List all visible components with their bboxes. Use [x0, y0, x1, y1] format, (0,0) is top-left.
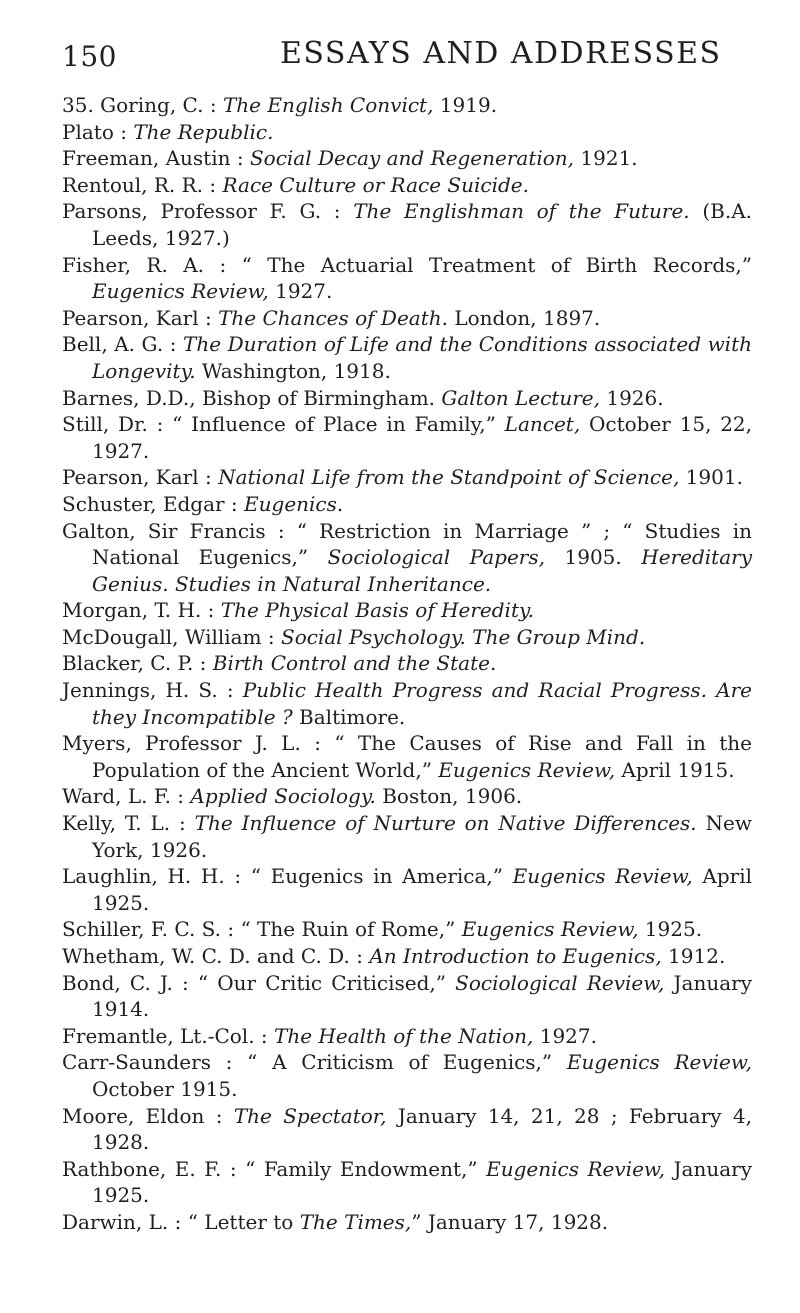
entry-text: 1905. — [544, 545, 642, 570]
bibliography-entry — [62, 198, 752, 251]
entry-text: Darwin, L. : “ Letter to — [62, 1209, 300, 1234]
entry-title-text: National Life from the Standpoint of Science, — [218, 465, 680, 490]
entry-title-text: The Duration of Life and the Conditions associated with Longevity. — [92, 332, 752, 383]
entry-title-text: Eugenics Review, — [438, 757, 616, 782]
entry-text: October 15, 22, 1927. — [92, 412, 753, 463]
bibliography-entry — [62, 172, 752, 199]
bibliography-entry — [62, 518, 752, 598]
bibliography-entry — [62, 119, 752, 146]
entry-text: New York, 1926. — [92, 811, 752, 862]
entry-text: London, 1897. — [448, 305, 601, 330]
entry-title-text: Eugenics. — [244, 491, 344, 516]
entry-title-text: Eugenics Review, — [92, 279, 269, 304]
bibliography-entry — [62, 1156, 752, 1209]
entry-title-text: Sociological Review, — [455, 970, 665, 995]
entry-text: Still, Dr. : “ Influence of Place in Family,” — [62, 412, 505, 437]
page-header — [62, 30, 752, 73]
entry-title-text: Hereditary Genius. Studies in Natural Inheritance. — [92, 545, 752, 596]
entry-text: 1927. — [268, 279, 333, 304]
entry-text: Ward, L. F. : — [62, 784, 191, 809]
bibliography-list — [62, 92, 752, 1236]
bibliography-entry — [62, 650, 752, 677]
bibliography-entry — [62, 943, 752, 970]
bibliography-entry — [62, 783, 752, 810]
entry-text: Laughlin, H. H. : “ Eugenics in America,” — [62, 864, 513, 889]
bibliography-entry — [62, 1049, 752, 1102]
entry-text: McDougall, William : — [62, 624, 282, 649]
entry-text: Pearson, Karl : — [62, 465, 219, 490]
entry-text: Washington, 1918. — [195, 358, 391, 383]
entry-text: Carr-Saunders : “ A Criticism of Eugenics,” — [62, 1050, 567, 1075]
entry-text: Galton, Sir Francis : “ Restriction in Marriage ” ; “ Studies in National Eugenics,” — [62, 518, 752, 570]
entry-text: 1927. — [533, 1023, 597, 1048]
entry-title-text: Eugenics Review, — [461, 917, 639, 942]
entry-text: Jennings, H. S. : — [62, 678, 243, 703]
entry-text: Blacker, C. P. : — [62, 651, 213, 676]
bibliography-entry — [62, 252, 752, 305]
entry-text: Barnes, D.D., Bishop of Birmingham. — [62, 385, 442, 410]
entry-title-text: The English Convict, — [222, 93, 434, 117]
entry-text: 1925. — [638, 917, 703, 942]
entry-text: Rentoul, R. R. : — [62, 172, 223, 197]
entry-text: January 14, 21, 28 ; February 4, 1928. — [92, 1103, 752, 1155]
bibliography-entry — [62, 145, 752, 172]
entry-text: January 1914. — [92, 970, 753, 1022]
entry-text: Fisher, R. A. : “ The Actuarial Treatment of Birth Records,” — [62, 252, 752, 277]
entry-title-text: The Chances of Death. — [218, 305, 448, 330]
entry-text: Pearson, Karl : — [62, 305, 219, 330]
entry-title-text: The Spectator, — [233, 1103, 387, 1128]
bibliography-entry — [62, 730, 752, 783]
entry-title-text: Public Health Progress and Racial Progress. Are they Incompatible ? — [92, 678, 752, 729]
running-title: ESSAYS AND ADDRESSES — [280, 36, 722, 71]
entry-text: Whetham, W. C. D. and C. D. : — [62, 944, 370, 968]
entry-title-text: Social Decay and Regeneration, — [249, 146, 575, 171]
entry-text: January 1925. — [92, 1156, 753, 1208]
bibliography-entry — [62, 624, 752, 651]
entry-text: Parsons, Professor F. G. : — [62, 199, 354, 224]
bibliography-entry — [62, 677, 752, 730]
entry-text: Bell, A. G. : — [62, 332, 183, 357]
entry-title-text: Eugenics Review, — [566, 1050, 752, 1075]
entry-text: Freeman, Austin : — [62, 146, 250, 171]
entry-text: October 1915. — [92, 1076, 238, 1101]
bibliography-entry — [62, 411, 752, 464]
entry-text: Moore, Eldon : — [62, 1103, 234, 1128]
entry-title-text: An Introduction to Eugenics, — [369, 944, 662, 968]
entry-text: Rathbone, E. F. : “ Family Endowment,” — [62, 1156, 487, 1181]
entry-text: Plato : — [62, 119, 134, 144]
entry-text: (B.A. Leeds, 1927.) — [92, 199, 753, 250]
entry-text: April 1925. — [92, 864, 752, 915]
bibliography-entry — [62, 970, 752, 1023]
entry-title-text: The Physical Basis of Heredity. — [220, 598, 534, 623]
bibliography-entry — [62, 305, 752, 332]
entry-title-text: Race Culture or Race Suicide. — [222, 172, 529, 197]
entry-text: 1921. — [574, 146, 638, 171]
entry-title-text: Lancet, — [504, 412, 581, 437]
entry-text: Baltimore. — [292, 704, 406, 729]
page-number: 150 — [62, 40, 117, 73]
entry-title-text: Social Psychology. The Group Mind. — [281, 624, 646, 649]
bibliography-entry — [62, 331, 752, 384]
entry-text: Fremantle, Lt.-Col. : — [62, 1023, 275, 1048]
bibliography-entry — [62, 1023, 752, 1050]
bibliography-entry — [62, 597, 752, 624]
entry-text: Bond, C. J. : “ Our Critic Criticised,” — [62, 970, 456, 995]
entry-title-text: Birth Control and the State. — [212, 651, 497, 676]
entry-title-text: The Health of the Nation, — [274, 1023, 534, 1048]
entry-text: Morgan, T. H. : — [62, 598, 221, 623]
entry-title-text: Eugenics Review, — [512, 864, 693, 889]
entry-text: 35. Goring, C. : — [62, 93, 223, 117]
entry-text: 1912. — [661, 944, 726, 968]
entry-text: ” January 17, 1928. — [411, 1209, 609, 1234]
entry-text: Boston, 1906. — [375, 784, 523, 809]
bibliography-entry — [62, 491, 752, 518]
entry-title-text: The Influence of Nurture on Native Differences. — [194, 811, 697, 836]
bibliography-entry — [62, 385, 752, 412]
entry-title-text: Sociological Papers, — [327, 545, 545, 570]
entry-title-text: Eugenics Review, — [486, 1156, 666, 1181]
entry-text: Kelly, T. L. : — [62, 811, 195, 836]
bibliography-entry — [62, 92, 752, 119]
entry-text: Myers, Professor J. L. : “ The Causes of Rise and Fall in the Population of the Ancient World,” — [62, 731, 752, 782]
entry-title-text: The Englishman of the Future. — [353, 199, 690, 224]
entry-text: April 1915. — [615, 757, 735, 782]
bibliography-entry — [62, 916, 752, 943]
entry-text: Schiller, F. C. S. : “ The Ruin of Rome,” — [62, 917, 462, 942]
entry-text: 1919. — [433, 93, 498, 117]
bibliography-entry — [62, 1103, 752, 1156]
entry-title-text: The Times, — [299, 1209, 412, 1234]
bibliography-entry — [62, 1209, 752, 1236]
bibliography-entry — [62, 810, 752, 863]
entry-title-text: Applied Sociology. — [190, 784, 376, 809]
entry-title-text: Galton Lecture, — [441, 385, 600, 410]
entry-text: 1901. — [679, 465, 743, 490]
bibliography-entry — [62, 464, 752, 491]
bibliography-entry — [62, 863, 752, 916]
entry-title-text: The Republic. — [133, 119, 274, 144]
entry-text: Schuster, Edgar : — [62, 491, 245, 516]
entry-text: 1926. — [599, 385, 664, 410]
